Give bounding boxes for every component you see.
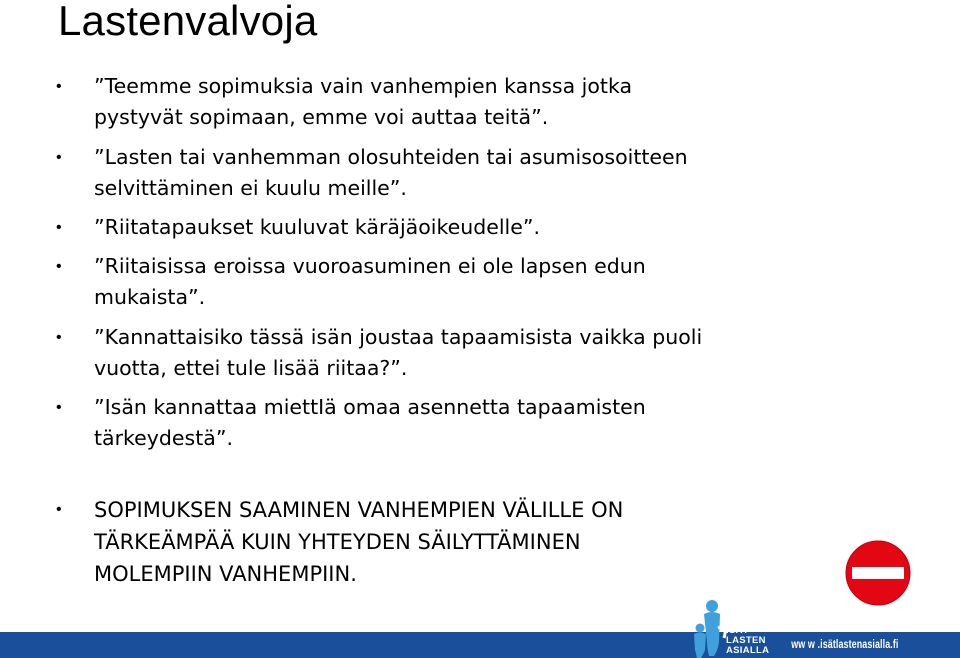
- logo-line: LASTEN: [726, 635, 766, 646]
- bullet-dot: •: [56, 399, 62, 416]
- bullet-dot: •: [56, 219, 62, 236]
- logo-line: ISÄT: [726, 625, 749, 636]
- bullet-dot: •: [56, 501, 62, 518]
- list-item-line: SOPIMUKSEN SAAMINEN VANHEMPIEN VÄLILLE ON: [94, 498, 624, 522]
- list-item-line: ”Teemme sopimuksia vain vanhempien kanssa jotka: [94, 74, 633, 98]
- list-item-line: MOLEMPIIN VANHEMPIIN.: [94, 562, 357, 586]
- bullet-dot: •: [56, 329, 62, 346]
- list-item-line: ”Riitatapaukset kuuluvat käräjäoikeudelle”.: [94, 215, 540, 239]
- logo: [688, 598, 788, 658]
- list-item-line: mukaista”.: [94, 285, 206, 309]
- list-item-line: ”Isän kannattaa miettIä omaa asennetta tapaamisten: [94, 395, 646, 419]
- list-item-text: [94, 71, 899, 133]
- no-entry-sign-icon: [843, 538, 913, 608]
- list-item-text: [94, 392, 899, 454]
- list-item-text: [94, 251, 899, 313]
- list-item-line: selvittäminen ei kuulu meille”.: [94, 176, 407, 200]
- page-title: Lastenvalvoja: [58, 0, 318, 44]
- list-item-text: [94, 322, 899, 384]
- list-item-text: [94, 494, 899, 590]
- logo-text: [726, 626, 769, 656]
- list-item-line: tärkeydestä”.: [94, 426, 233, 450]
- bullet-dot: •: [56, 149, 62, 166]
- list-item-text: [94, 212, 899, 243]
- list-item-line: vuotta, ettei tule lisää riitaa?”.: [94, 356, 408, 380]
- website-link[interactable]: ww w .isätlastenasialla.fi: [790, 639, 898, 651]
- list-item-line: TÄRKEÄMPÄÄ KUIN YHTEYDEN SÄILYTTÄMINEN: [94, 530, 581, 554]
- bullet-dot: •: [56, 258, 62, 275]
- list-item-line: ”Kannattaisiko tässä isän joustaa tapaamisista vaikka puoli: [94, 325, 703, 349]
- list-item-text: [94, 142, 899, 204]
- bullet-dot: •: [56, 78, 62, 95]
- list-item-line: ”Lasten tai vanhemman olosuhteiden tai asumisosoitteen: [94, 145, 688, 169]
- list-item-line: pystyvät sopimaan, emme voi auttaa teitä”.: [94, 105, 549, 129]
- list-item-line: ”Riitaisissa eroissa vuoroasuminen ei ole lapsen edun: [94, 254, 646, 278]
- logo-line: ASIALLA: [726, 645, 770, 656]
